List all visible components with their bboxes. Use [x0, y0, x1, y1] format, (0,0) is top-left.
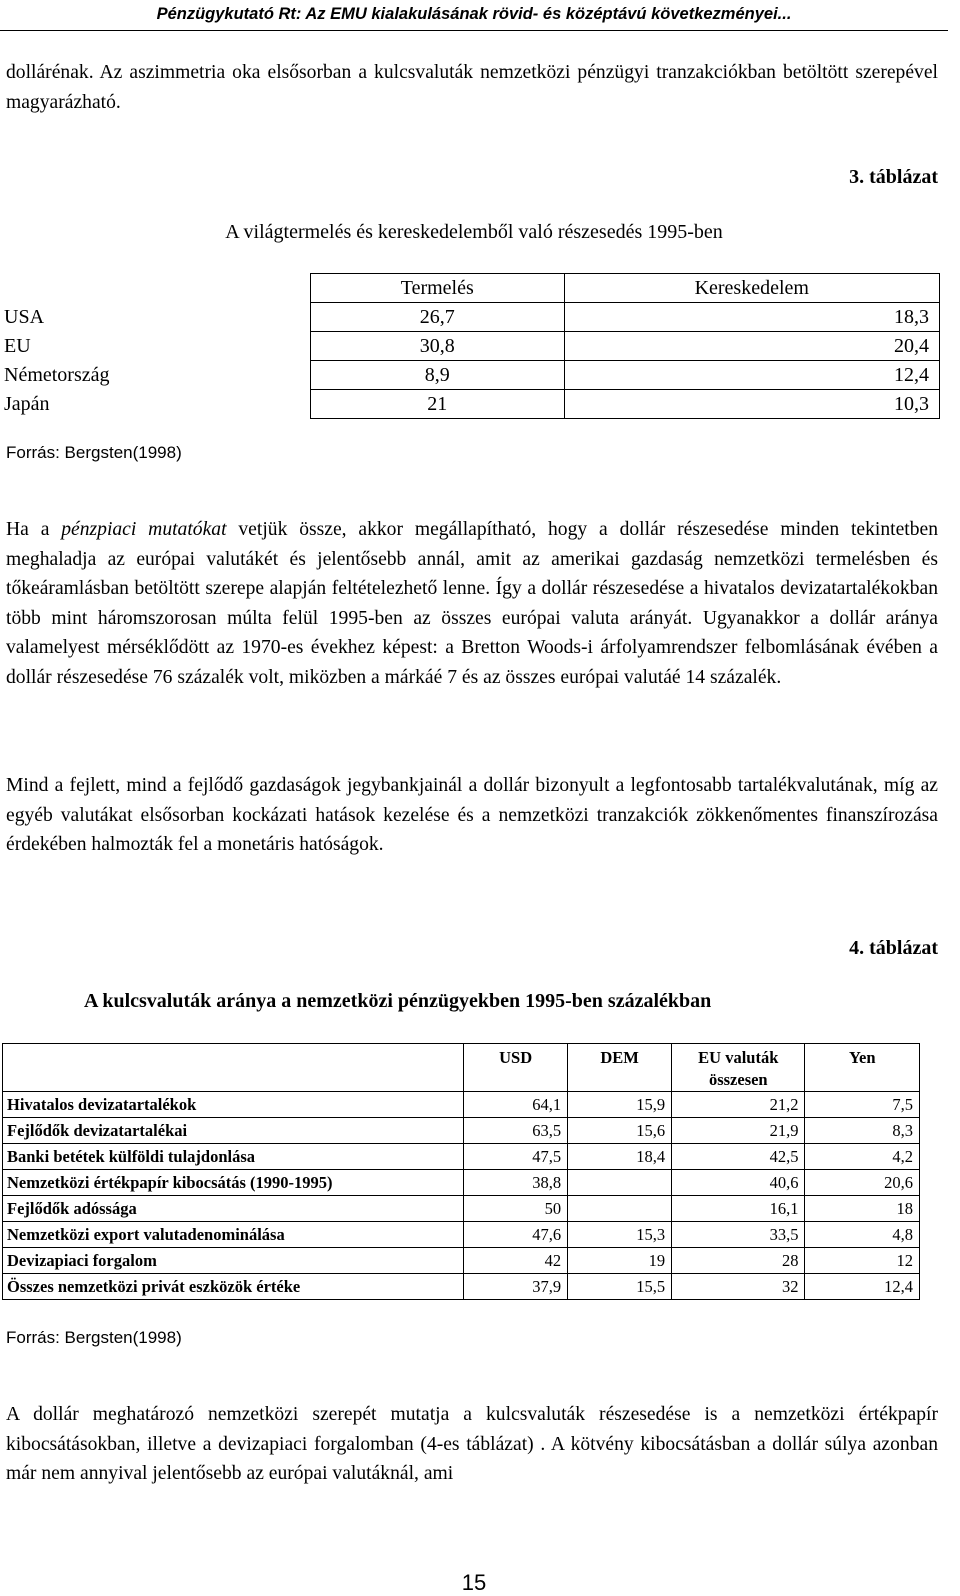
table4-header-row [3, 1044, 920, 1092]
table4-cell: 42 [464, 1248, 568, 1274]
table3-cell: 20,4 [564, 332, 939, 361]
table4-row [3, 1092, 920, 1118]
table4-cell: 18,4 [568, 1144, 672, 1170]
table3-row-label: USA [4, 305, 45, 328]
table4-col-header: Yen [805, 1044, 920, 1092]
table4-row-label: Fejlődők adóssága [3, 1196, 464, 1222]
table4-cell: 21,2 [672, 1092, 805, 1118]
table4-row-label: Nemzetközi értékpapír kibocsátás (1990-1995) [3, 1170, 464, 1196]
table4-cell: 37,9 [464, 1274, 568, 1300]
table4-cell [568, 1170, 672, 1196]
table3-cell: 8,9 [311, 361, 565, 390]
table3-cell: 10,3 [564, 390, 939, 419]
table4-cell: 15,9 [568, 1092, 672, 1118]
table4-row [3, 1222, 920, 1248]
table3-row-label: EU [4, 334, 31, 357]
table4-cell: 42,5 [672, 1144, 805, 1170]
table4-cell: 15,5 [568, 1274, 672, 1300]
table4-row [3, 1170, 920, 1196]
table4-cell: 40,6 [672, 1170, 805, 1196]
table4-cell: 7,5 [805, 1092, 920, 1118]
table3-corner [0, 274, 311, 303]
table3-col-header: Kereskedelem [564, 274, 939, 303]
table4-cell: 15,3 [568, 1222, 672, 1248]
paragraph-money-market [6, 515, 938, 692]
table4-cell: 12,4 [805, 1274, 920, 1300]
table4-corner [3, 1044, 464, 1092]
table4-cell [568, 1196, 672, 1222]
table4-cell: 18 [805, 1196, 920, 1222]
table4-title: A kulcsvaluták aránya a nemzetközi pénzügyekben 1995-ben százalékban [84, 990, 712, 1012]
paragraph-text: vetjük össze, akkor megállapítható, hogy a dollár részesedése minden tekintetben meghaladja az európai valutákét és jelentősebb annál, amit az amerikai gazdaság nemzetközi termelésben és tőkeáramlásban betöltött szerepe alapján feltételezhető lenne. Így a dollár részesedése a hivatalos devizatartalékokban több mint háromszorosan múlta felül 1995-ben az összes európai valuta arányát. Ugyanakkor a dollár aránya valamelyest mérséklődött az 1970-es évekhez képest: a Bretton Woods-i árfolyamrendszer felbomlásának évében a dollár részesedése 76 százalék volt, miközben a márkáé 7 és az összes európai valutáé 14 százalék. [6, 519, 939, 688]
table4-cell: 50 [464, 1196, 568, 1222]
table4-cell: 63,5 [464, 1118, 568, 1144]
table3-source: Forrás: Bergsten(1998) [6, 443, 182, 462]
table4-cell: 32 [672, 1274, 805, 1300]
table3-row [0, 332, 940, 361]
table3-row [0, 390, 940, 419]
table3-col-header: Termelés [311, 274, 565, 303]
table4-cell: 16,1 [672, 1196, 805, 1222]
table4-row [3, 1144, 920, 1170]
table3-number: 3. táblázat [849, 166, 938, 188]
table4-row [3, 1118, 920, 1144]
table4-cell: 15,6 [568, 1118, 672, 1144]
table4-col-header: USD [464, 1044, 568, 1092]
table3 [0, 273, 940, 419]
table4-row [3, 1274, 920, 1300]
page-number: 15 [461, 1570, 487, 1595]
table3-title: A világtermelés és kereskedelemből való részesedés 1995-ben [225, 221, 723, 243]
paragraph-emphasis: pénzpiaci mutatókat [61, 519, 227, 540]
running-header: Pénzügykutató Rt: Az EMU kialakulásának rövid- és középtávú következményei... [0, 0, 948, 31]
table3-cell: 30,8 [311, 332, 565, 361]
table3-row [0, 303, 940, 332]
paragraph-securities: A dollár meghatározó nemzetközi szerepét mutatja a kulcsvaluták részesedése is a nemzetközi értékpapír kibocsátásokban, illetve a devizapiaci forgalomban (4-es táblázat) . A kötvény kibocsátásban a dollár súlya azonban már nem annyival jelentősebb az európai valutáknál, ami [6, 1404, 938, 1484]
table4-cell: 4,2 [805, 1144, 920, 1170]
table3-cell: 18,3 [564, 303, 939, 332]
table4-row-label: Banki betétek külföldi tulajdonlása [3, 1144, 464, 1170]
table4-col-header: DEM [568, 1044, 672, 1092]
table4-cell: 28 [672, 1248, 805, 1274]
table3-cell: 12,4 [564, 361, 939, 390]
table4 [2, 1043, 920, 1300]
table4-row [3, 1248, 920, 1274]
table4-cell: 8,3 [805, 1118, 920, 1144]
table4-cell: 4,8 [805, 1222, 920, 1248]
table4-row-label: Összes nemzetközi privát eszközök értéke [3, 1274, 464, 1300]
table4-cell: 21,9 [672, 1118, 805, 1144]
table4-source: Forrás: Bergsten(1998) [6, 1328, 182, 1347]
table3-row [0, 361, 940, 390]
table4-cell: 12 [805, 1248, 920, 1274]
table4-cell: 38,8 [464, 1170, 568, 1196]
table3-cell: 26,7 [311, 303, 565, 332]
table4-row-label: Fejlődők devizatartalékai [3, 1118, 464, 1144]
table4-cell: 33,5 [672, 1222, 805, 1248]
table3-row-label: Németország [4, 363, 110, 386]
table3-cell: 21 [311, 390, 565, 419]
table4-row-label: Hivatalos devizatartalékok [3, 1092, 464, 1118]
table4-cell: 47,5 [464, 1144, 568, 1170]
table3-row-label: Japán [4, 392, 50, 415]
table4-cell: 19 [568, 1248, 672, 1274]
table4-row-label: Nemzetközi export valutadenominálása [3, 1222, 464, 1248]
table4-col-header: EU valuták összesen [672, 1044, 805, 1092]
table4-number: 4. táblázat [849, 937, 938, 959]
paragraph-text: Ha a [6, 519, 62, 540]
table4-cell: 47,6 [464, 1222, 568, 1248]
table4-row [3, 1196, 920, 1222]
table4-row-label: Devizapiaci forgalom [3, 1248, 464, 1274]
paragraph-intro: dollárénak. Az aszimmetria oka elsősorban a kulcsvaluták nemzetközi pénzügyi tranzakciókban betöltött szerepével magyarázható. [6, 62, 938, 113]
table3-header-row [0, 274, 940, 303]
table4-cell: 64,1 [464, 1092, 568, 1118]
table4-cell: 20,6 [805, 1170, 920, 1196]
paragraph-reserves: Mind a fejlett, mind a fejlődő gazdaságok jegybankjainál a dollár bizonyult a legfontosabb tartalékvalutának, míg az egyéb valutákat elsősorban kockázati hatások kezelése és a nemzetközi tranzakciók zökkenőmentes finanszírozása érdekében halmozták fel a monetáris hatóságok. [6, 775, 938, 855]
